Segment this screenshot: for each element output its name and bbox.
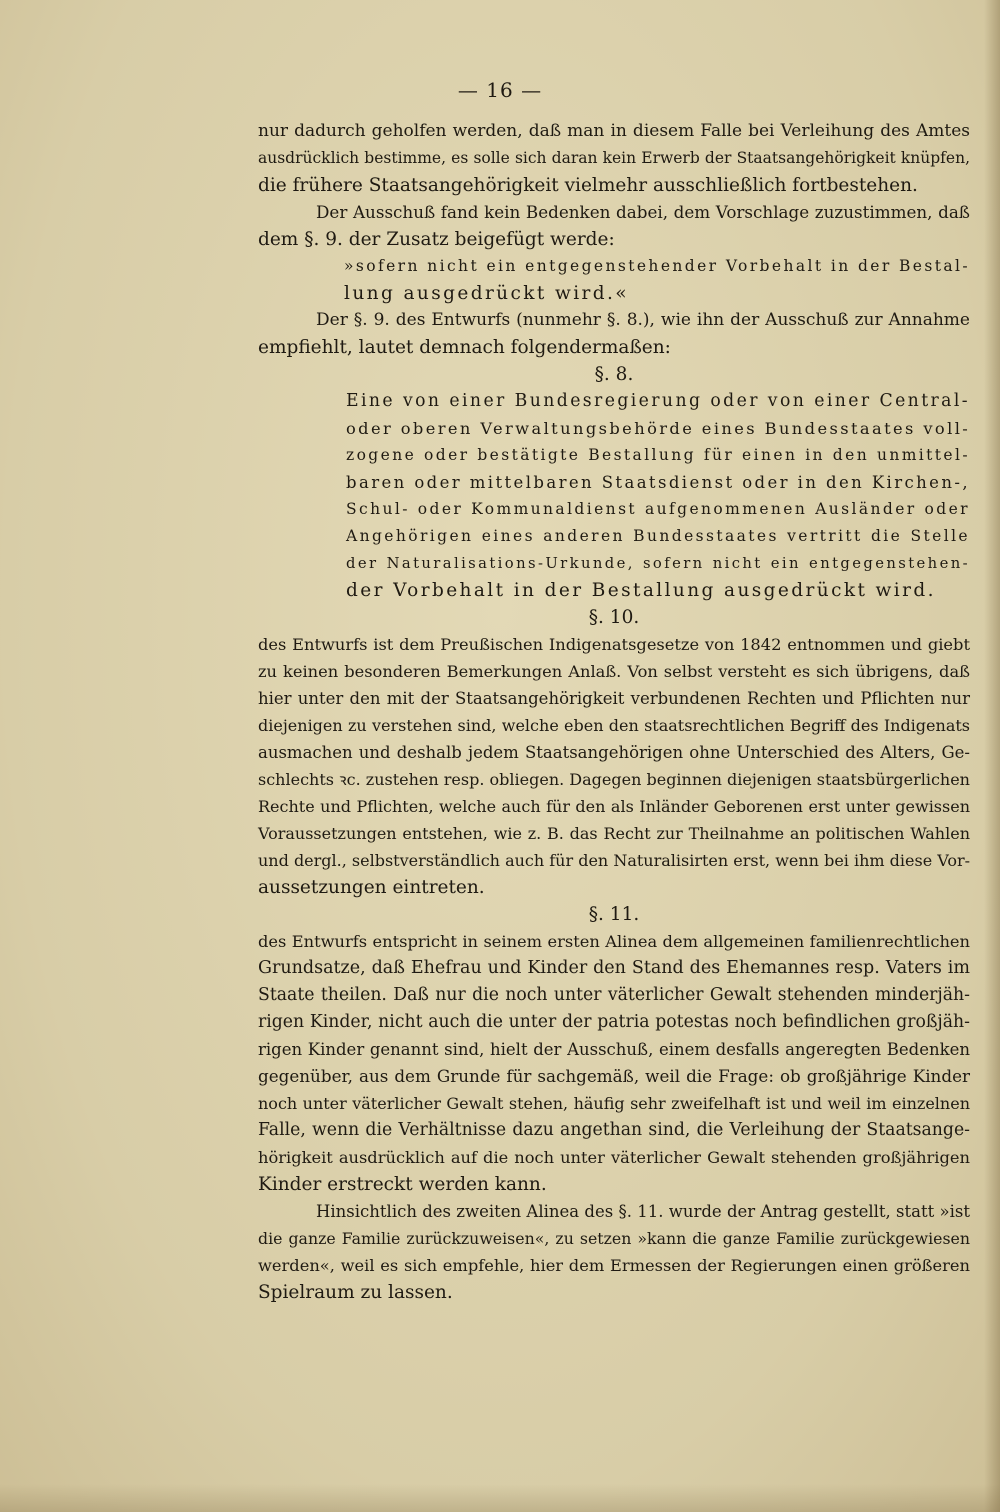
page-edge-shadow: [984, 0, 1000, 1512]
text-line: gegenüber, aus dem Grunde für sachgemäß, weil die Frage: ob großjährige Kinder: [258, 1066, 970, 1086]
quoted-text-line: Angehörigen eines anderen Bundesstaates vertritt die Stelle: [346, 527, 970, 545]
text-line: Der §. 9. des Entwurfs (nunmehr §. 8.), wie ihn der Ausschuß zur Annahme: [316, 310, 970, 330]
text-line: rigen Kinder genannt sind, hielt der Ausschuß, einem desfalls angeregten Bedenken: [258, 1040, 970, 1059]
text-line: aussetzungen eintreten.: [258, 877, 485, 898]
text-line: schlechts ꝛc. zustehen resp. obliegen. Dagegen beginnen diejenigen staatsbürgerlichen: [258, 770, 970, 789]
text-line: hier unter den mit der Staatsangehörigkeit verbundenen Rechten und Pflichten nur: [258, 689, 970, 708]
text-line: des Entwurfs ist dem Preußischen Indigenatsgesetze von 1842 entnommen und giebt: [258, 635, 970, 654]
section-heading: §. 8.: [594, 364, 634, 385]
page-number: — 16 —: [457, 78, 543, 102]
text-line: zu keinen besonderen Bemerkungen Anlaß. Von selbst versteht es sich übrigens, daß: [258, 662, 970, 681]
section-heading: §. 10.: [588, 607, 640, 628]
text-line: dem §. 9. der Zusatz beigefügt werde:: [258, 229, 615, 250]
text-line: werden«, weil es sich empfehle, hier dem Ermessen der Regierungen einen größeren: [258, 1256, 970, 1275]
text-line: Hinsichtlich des zweiten Alinea des §. 11. wurde der Antrag gestellt, statt »ist: [316, 1202, 970, 1221]
text-line: hörigkeit ausdrücklich auf die noch unter väterlicher Gewalt stehenden großjährigen: [258, 1148, 970, 1167]
quoted-text-line: Schul- oder Kommunaldienst aufgenommenen Ausländer oder: [346, 500, 970, 518]
quoted-text-line: »sofern nicht ein entgegenstehender Vorbehalt in der Bestal-: [344, 257, 970, 275]
quoted-text-line: der Naturalisations-Urkunde, sofern nicht ein entgegenstehen-: [346, 555, 970, 572]
section-heading: §. 11.: [588, 904, 640, 925]
text-line: noch unter väterlicher Gewalt stehen, häufig sehr zweifelhaft ist und weil im einzelnen: [258, 1094, 970, 1113]
text-line: Grundsatze, daß Ehefrau und Kinder den Stand des Ehemannes resp. Vaters im: [258, 958, 970, 978]
text-line: ausmachen und deshalb jedem Staatsangehörigen ohne Unterschied des Alters, Ge-: [258, 743, 970, 762]
text-line: diejenigen zu verstehen sind, welche eben den staatsrechtlichen Begriff des Indigenats: [258, 716, 970, 735]
text-line: Kinder erstreckt werden kann.: [258, 1174, 547, 1195]
quoted-text-line: Eine von einer Bundesregierung oder von einer Central-: [346, 391, 970, 411]
quoted-text-line: lung ausgedrückt wird.«: [344, 283, 630, 304]
text-line: und dergl., selbstverständlich auch für den Naturalisirten erst, wenn bei ihm diese Vor-: [258, 851, 971, 870]
quoted-text-line: baren oder mittelbaren Staatsdienst oder in den Kirchen-,: [346, 473, 970, 492]
text-line: Voraussetzungen entstehen, wie z. B. das Recht zur Theilnahme an politischen Wahlen: [258, 824, 970, 843]
text-line: nur dadurch geholfen werden, daß man in diesem Falle bei Verleihung des Amtes: [258, 121, 970, 141]
text-line: Spielraum zu lassen.: [258, 1282, 453, 1303]
quoted-text-line: der Vorbehalt in der Bestallung ausgedrückt wird.: [346, 580, 936, 601]
text-line: Staate theilen. Daß nur die noch unter väterlicher Gewalt stehenden minderjäh-: [258, 985, 970, 1005]
quoted-text-line: zogene oder bestätigte Bestallung für einen in den unmittel-: [346, 446, 970, 464]
text-line: Der Ausschuß fand kein Bedenken dabei, dem Vorschlage zuzustimmen, daß: [316, 202, 970, 222]
page-bottom-shadow: [0, 1484, 1000, 1512]
text-line: Falle, wenn die Verhältnisse dazu angethan sind, die Verleihung der Staatsange-: [258, 1120, 970, 1140]
text-line: Rechte und Pflichten, welche auch für den als Inländer Geborenen erst unter gewissen: [258, 797, 970, 816]
text-line: ausdrücklich bestimme, es solle sich daran kein Erwerb der Staatsangehörigkeit knüpfen,: [258, 149, 970, 167]
text-line: die frühere Staatsangehörigkeit vielmehr ausschließlich fortbestehen.: [258, 175, 918, 196]
text-line: des Entwurfs entspricht in seinem ersten Alinea dem allgemeinen familienrechtlichen: [258, 932, 970, 951]
body-text: [258, 118, 970, 1306]
text-line: rigen Kinder, nicht auch die unter der patria potestas noch befindlichen großjäh-: [258, 1012, 970, 1032]
quoted-text-line: oder oberen Verwaltungsbehörde eines Bundesstaates voll-: [346, 419, 971, 438]
text-line: die ganze Familie zurückzuweisen«, zu setzen »kann die ganze Familie zurückgewiesen: [258, 1229, 970, 1248]
text-line: empfiehlt, lautet demnach folgendermaßen:: [258, 337, 671, 358]
